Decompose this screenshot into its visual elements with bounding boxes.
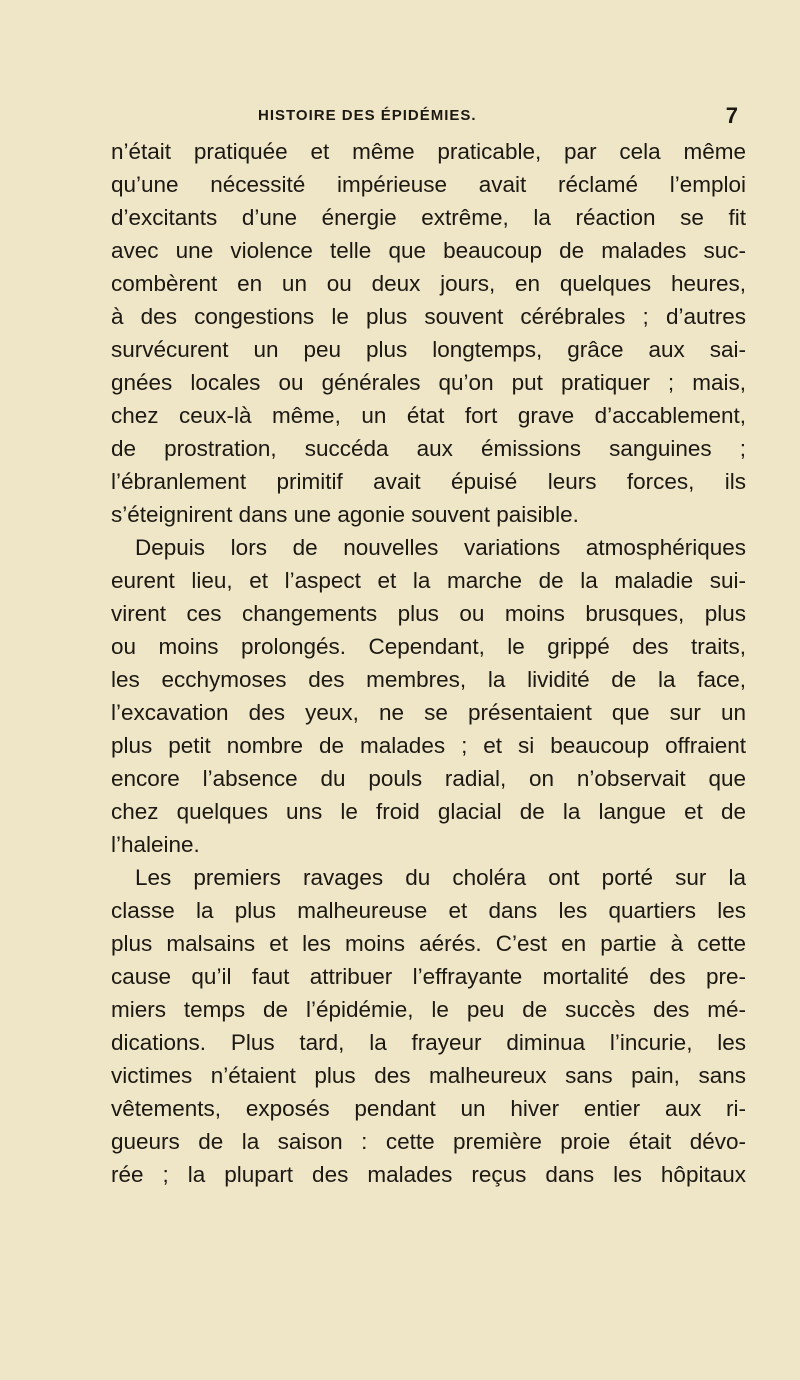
text-line: gnées locales ou générales qu’on put pratiquer ; mais, bbox=[111, 370, 746, 395]
text-line: avec une violence telle que beaucoup de malades suc- bbox=[111, 238, 746, 263]
text-line: l’excavation des yeux, ne se présentaient que sur un bbox=[111, 700, 746, 725]
text-line: plus malsains et les moins aérés. C’est en partie à cette bbox=[111, 931, 746, 956]
text-line: d’excitants d’une énergie extrême, la réaction se fit bbox=[111, 205, 746, 230]
running-head bbox=[108, 103, 748, 129]
text-line: à des congestions le plus souvent cérébrales ; d’autres bbox=[111, 304, 746, 329]
text-line: classe la plus malheureuse et dans les quartiers les bbox=[111, 898, 746, 923]
text-line: dications. Plus tard, la frayeur diminua l’incurie, les bbox=[111, 1030, 746, 1055]
text-line: qu’une nécessité impérieuse avait réclamé l’emploi bbox=[111, 172, 746, 197]
text-line: encore l’absence du pouls radial, on n’observait que bbox=[111, 766, 746, 791]
text-line: victimes n’étaient plus des malheureux sans pain, sans bbox=[111, 1063, 746, 1088]
text-line: miers temps de l’épidémie, le peu de succès des mé- bbox=[111, 997, 746, 1022]
body-text bbox=[111, 135, 746, 1191]
text-line: les ecchymoses des membres, la lividité de la face, bbox=[111, 667, 746, 692]
text-line: chez ceux-là même, un état fort grave d’accablement, bbox=[111, 403, 746, 428]
paragraph-start-line: Les premiers ravages du choléra ont porté sur la bbox=[135, 865, 746, 890]
text-line: plus petit nombre de malades ; et si beaucoup offraient bbox=[111, 733, 746, 758]
text-line: ou moins prolongés. Cependant, le grippé des traits, bbox=[111, 634, 746, 659]
running-title: HISTOIRE DES ÉPIDÉMIES. bbox=[258, 107, 477, 124]
paragraph-end-line: l’haleine. bbox=[111, 832, 200, 857]
text-line: cause qu’il faut attribuer l’effrayante mortalité des pre- bbox=[111, 964, 746, 989]
text-line: rée ; la plupart des malades reçus dans les hôpitaux bbox=[111, 1162, 746, 1187]
text-line: chez quelques uns le froid glacial de la langue et de bbox=[111, 799, 746, 824]
paragraph-start-line: Depuis lors de nouvelles variations atmosphériques bbox=[135, 535, 746, 560]
text-line: combèrent en un ou deux jours, en quelques heures, bbox=[111, 271, 746, 296]
text-line: gueurs de la saison : cette première proie était dévo- bbox=[111, 1129, 746, 1154]
page-number: 7 bbox=[725, 103, 738, 128]
text-line: de prostration, succéda aux émissions sanguines ; bbox=[111, 436, 746, 461]
text-line: eurent lieu, et l’aspect et la marche de la maladie sui- bbox=[111, 568, 746, 593]
paragraph-end-line: s’éteignirent dans une agonie souvent paisible. bbox=[111, 502, 579, 527]
text-line: l’ébranlement primitif avait épuisé leurs forces, ils bbox=[111, 469, 746, 494]
text-line: vêtements, exposés pendant un hiver entier aux ri- bbox=[111, 1096, 746, 1121]
text-line: survécurent un peu plus longtemps, grâce aux sai- bbox=[111, 337, 746, 362]
text-line: n’était pratiquée et même praticable, par cela même bbox=[111, 139, 746, 164]
text-line: virent ces changements plus ou moins brusques, plus bbox=[111, 601, 746, 626]
